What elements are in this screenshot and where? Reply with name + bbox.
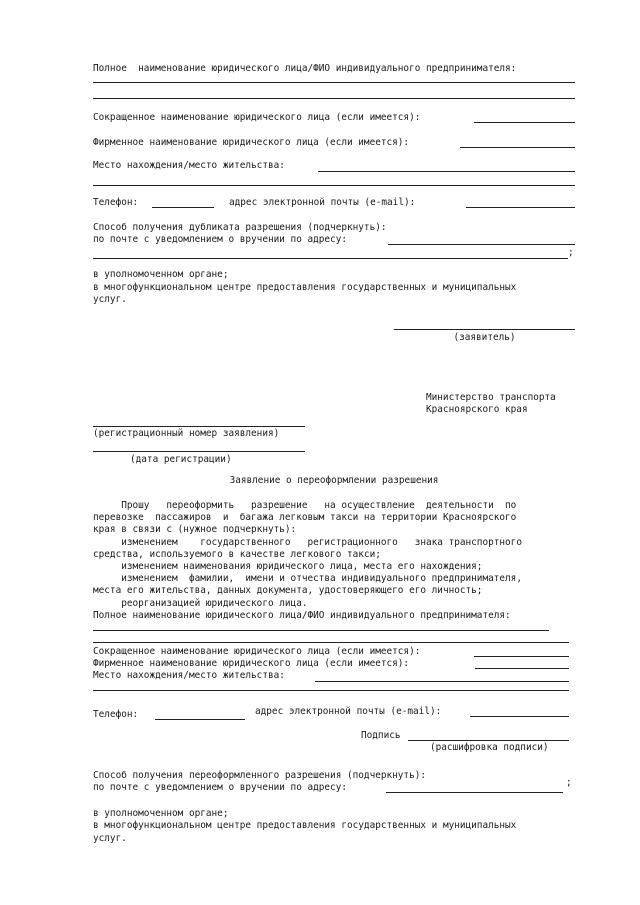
full-name-line-2[interactable] — [93, 98, 575, 99]
body-line-8: места его жительства, данных документа, удостоверяющего его личность; — [93, 585, 483, 596]
short-name-label-2: Сокращенное наименование юридического лица (если имеется): — [93, 646, 421, 657]
mail-address-line-1[interactable] — [388, 244, 575, 245]
body-line-2: перевозке пассажиров и багажа легковым такси на территории Красноярского — [93, 512, 517, 523]
applicant-caption: (заявитель) — [453, 332, 516, 343]
phone-line-2[interactable] — [155, 719, 245, 720]
reg-date-line[interactable] — [93, 451, 305, 452]
option-authority[interactable]: в уполномоченном органе; — [93, 269, 229, 280]
by-mail-label-2: по почте с уведомлением о вручении по адресу: — [93, 782, 347, 793]
location-line-2b[interactable] — [93, 690, 569, 691]
brand-name-label-2: Фирменное наименование юридического лица (если имеется): — [93, 658, 410, 669]
brand-name-line[interactable] — [460, 147, 575, 148]
method-label-2: Способ получения переоформленного разрешения (подчеркнуть): — [93, 770, 427, 781]
by-mail-label: по почте с уведомлением о вручении по адресу: — [93, 234, 347, 245]
location-line-2[interactable] — [93, 185, 575, 186]
full-name-label: Полное наименование юридического лица/ФИО индивидуального предпринимателя: — [93, 63, 517, 74]
full-name-line-1[interactable] — [93, 82, 575, 83]
full-name-line-2a[interactable] — [93, 630, 549, 631]
semicolon: ; — [568, 247, 574, 258]
signature-line[interactable] — [408, 740, 569, 741]
phone-line[interactable] — [152, 207, 214, 208]
email-label: адрес электронной почты (e-mail): — [229, 197, 416, 208]
addressee-line-1: Министерство транспорта — [426, 392, 556, 403]
option-mfc-line-2-2[interactable]: услуг. — [93, 833, 127, 844]
method-label: Способ получения дубликата разрешения (подчеркнуть): — [93, 222, 387, 233]
reg-number-caption: (регистрационный номер заявления) — [93, 428, 280, 439]
email-line[interactable] — [466, 207, 575, 208]
mail-address-line-2a[interactable] — [386, 792, 563, 793]
location-line-2a[interactable] — [315, 681, 569, 682]
addressee-line-2: Красноярского края — [426, 404, 528, 415]
location-label-2: Место нахождения/место жительства: — [93, 670, 285, 681]
signature-label: Подпись — [361, 730, 401, 741]
short-name-label: Сокращенное наименование юридического лица (если имеется): — [93, 112, 421, 123]
document-title: Заявление о переоформлении разрешения — [229, 475, 439, 486]
option-mfc-line-2[interactable]: услуг. — [93, 294, 127, 305]
full-name-line-2b[interactable] — [93, 642, 569, 643]
mail-address-line-2[interactable] — [93, 258, 568, 259]
location-line-1[interactable] — [318, 171, 575, 172]
applicant-signature-line[interactable] — [394, 329, 575, 330]
short-name-line[interactable] — [474, 122, 575, 123]
body-line-4[interactable]: изменением государственного регистрационного знака транспортного — [93, 537, 522, 548]
email-line-2[interactable] — [470, 716, 569, 717]
location-label: Место нахождения/место жительства: — [93, 160, 285, 171]
reg-number-line[interactable] — [93, 426, 305, 427]
phone-label: Телефон: — [93, 197, 139, 208]
body-line-3: края в связи с (нужное подчеркнуть): — [93, 524, 297, 535]
option-authority-2[interactable]: в уполномоченном органе; — [93, 808, 229, 819]
body-line-6[interactable]: изменением наименования юридического лица, места его нахождения; — [93, 561, 483, 572]
short-name-line-2[interactable] — [474, 656, 569, 657]
email-label-2: адрес электронной почты (e-mail): — [255, 706, 442, 717]
option-mfc-line-1[interactable]: в многофункциональном центре предоставления государственных и муниципальных — [93, 282, 517, 293]
body-line-1: Прошу переоформить разрешение на осуществление деятельности по — [93, 500, 517, 511]
semicolon-2: ; — [566, 777, 572, 788]
reg-date-caption: (дата регистрации) — [130, 454, 232, 465]
full-name-label-2: Полное наименование юридического лица/ФИО индивидуального предпринимателя: — [93, 610, 511, 621]
brand-name-line-2[interactable] — [475, 668, 569, 669]
body-line-7[interactable]: изменением фамилии, имени и отчества индивидуального предпринимателя, — [93, 573, 522, 584]
body-line-5: средства, используемого в качестве легкового такси; — [93, 549, 381, 560]
signature-caption: (расшифровка подписи) — [430, 742, 549, 753]
phone-label-2: Телефон: — [93, 709, 139, 720]
body-line-9[interactable]: реорганизацией юридического лица. — [93, 598, 308, 609]
option-mfc-line-1-2[interactable]: в многофункциональном центре предоставления государственных и муниципальных — [93, 820, 517, 831]
brand-name-label: Фирменное наименование юридического лица (если имеется): — [93, 137, 410, 148]
